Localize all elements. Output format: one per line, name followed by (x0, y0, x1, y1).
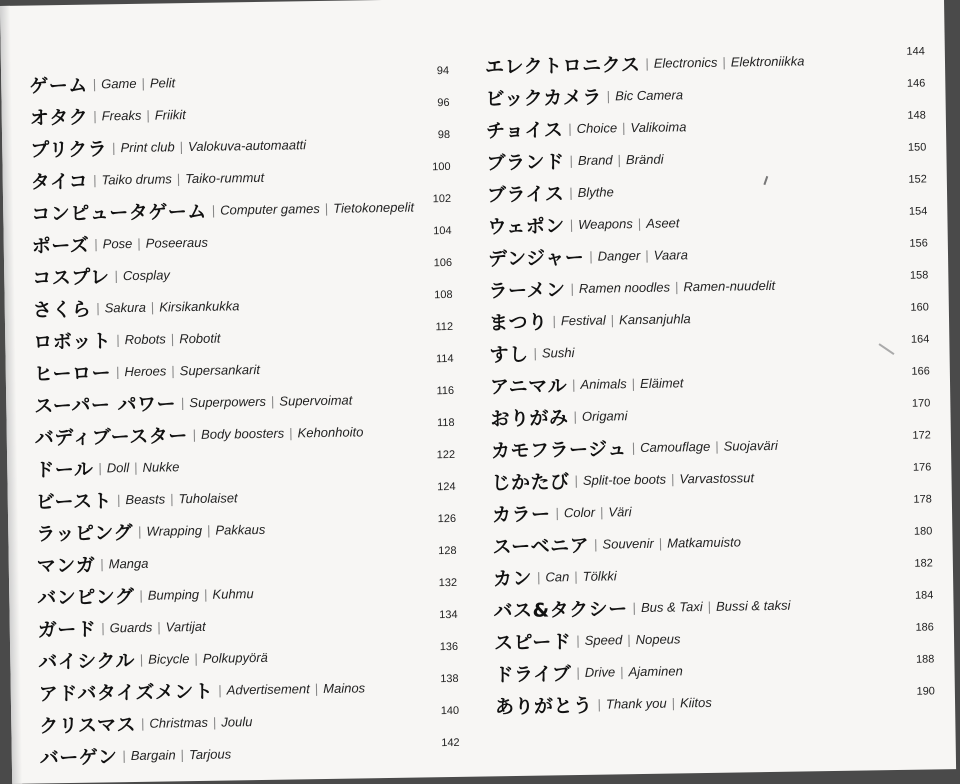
entry-separator: | (206, 522, 211, 538)
entry-finnish-title: Joulu (221, 713, 253, 730)
entry-finnish-title: Tölkki (582, 567, 617, 584)
contents-entry (492, 491, 932, 528)
entry-separator: | (314, 680, 319, 696)
entry-english-title: Bicycle (148, 650, 190, 667)
entry-english-title: Weapons (578, 215, 633, 232)
entry-separator: | (101, 619, 105, 635)
contents-entry (30, 95, 450, 132)
entry-english-title: Danger (597, 247, 641, 264)
entry-finnish-title: Supersankarit (179, 361, 261, 378)
entry-finnish-title: Tuholaiset (178, 489, 238, 506)
entry-finnish-title: Supervoimat (279, 392, 353, 409)
entry-finnish-title: Polkupyörä (202, 649, 268, 666)
entry-english-title: Ramen noodles (578, 279, 671, 296)
entry-separator: | (137, 235, 141, 251)
entry-page-number: 158 (909, 269, 929, 282)
contents-entry (493, 587, 933, 624)
entry-page-number: 108 (434, 288, 453, 302)
entry-page-number: 142 (441, 736, 460, 750)
entry-separator: | (139, 587, 143, 603)
entry-japanese-title: エレクトロニクス (484, 53, 641, 78)
entry-finnish-title: Kehonhoito (297, 423, 364, 440)
entry-english-title: Bic Camera (615, 86, 684, 103)
contents-entry (34, 383, 454, 420)
entry-separator: | (180, 394, 185, 410)
contents-entry (34, 351, 454, 388)
entry-japanese-title: ロボット (33, 329, 112, 354)
entry-separator: | (569, 152, 574, 168)
entry-separator: | (141, 75, 146, 91)
entry-separator: | (218, 682, 222, 698)
entry-separator: | (170, 490, 174, 506)
entry-japanese-title: カン (492, 567, 533, 590)
entry-page-number: 106 (433, 256, 453, 270)
contents-entry (37, 543, 457, 580)
entry-separator: | (555, 504, 560, 520)
contents-entry (486, 139, 926, 176)
entry-finnish-title: Brändi (625, 151, 664, 167)
entry-english-title: Camouflage (640, 438, 711, 455)
entry-separator: | (671, 694, 676, 711)
entry-separator: | (597, 696, 602, 712)
entry-english-title: Doll (106, 459, 130, 475)
entry-separator: | (576, 664, 580, 680)
entry-japanese-title: バイシクル (38, 649, 136, 673)
entry-separator: | (179, 138, 184, 154)
entry-english-title: Split-toe boots (582, 471, 667, 488)
entry-finnish-title: Kirsikankukka (159, 297, 240, 315)
entry-page-number: 156 (909, 237, 928, 250)
entry-japanese-title: ウェポン (487, 214, 565, 238)
entry-japanese-title: クリスマス (39, 713, 137, 737)
entry-page-number: 154 (908, 205, 928, 218)
entry-separator: | (574, 472, 579, 488)
contents-entry (36, 479, 456, 516)
entry-japanese-title: タイコ (30, 170, 89, 194)
entry-english-title: Origami (581, 407, 628, 424)
entry-page-number: 114 (435, 352, 454, 366)
entry-finnish-title: Varvastossut (679, 469, 755, 486)
entry-page-number: 98 (437, 128, 451, 142)
contents-entry (485, 43, 925, 80)
entry-page-number: 112 (435, 320, 454, 334)
entry-english-title: Blythe (577, 183, 614, 200)
entry-separator: | (289, 424, 293, 441)
entry-page-number: 96 (437, 96, 450, 110)
entry-separator: | (96, 299, 100, 316)
entry-separator: | (140, 715, 145, 731)
contents-entry (490, 363, 930, 400)
entry-page-number: 190 (916, 685, 935, 698)
entry-separator: | (171, 362, 175, 378)
entry-separator: | (116, 491, 121, 507)
entry-separator: | (627, 631, 631, 647)
entry-separator: | (116, 331, 120, 347)
entry-separator: | (631, 439, 636, 455)
entry-page-number: 182 (914, 557, 933, 570)
entry-page-number: 170 (911, 397, 931, 410)
entry-separator: | (170, 330, 175, 346)
entry-japanese-title: ドライブ (494, 662, 572, 686)
entry-finnish-title: Väri (608, 503, 632, 520)
entry-finnish-title: Kuhmu (212, 585, 254, 602)
entry-english-title: Color (563, 504, 596, 520)
entry-finnish-title: Pakkaus (215, 521, 266, 538)
entry-english-title: Print club (120, 138, 175, 155)
entry-page-number: 184 (914, 589, 934, 602)
entry-page-number: 186 (915, 621, 934, 634)
entry-english-title: Speed (584, 631, 623, 648)
entry-page-number: 122 (436, 448, 456, 462)
entry-finnish-title: Nopeus (635, 630, 681, 647)
entry-page-number: 140 (440, 704, 460, 718)
entry-english-title: Freaks (101, 107, 142, 123)
entry-japanese-title: オタク (29, 106, 89, 130)
entry-page-number: 146 (906, 77, 926, 90)
entry-separator: | (180, 746, 185, 762)
entry-separator: | (569, 184, 573, 200)
entry-english-title: Guards (109, 619, 153, 635)
entry-english-title: Bargain (130, 746, 176, 763)
page-binding-shadow (0, 6, 22, 784)
entry-separator: | (194, 650, 198, 666)
entry-english-title: Body boosters (200, 425, 285, 442)
entry-page-number: 152 (908, 173, 927, 186)
entry-english-title: Christmas (149, 714, 209, 731)
entry-english-title: Bumping (147, 586, 200, 603)
entry-separator: | (94, 235, 98, 252)
entry-separator: | (92, 76, 97, 92)
entry-separator: | (122, 747, 126, 763)
entry-english-title: Game (101, 75, 137, 91)
contents-entry (488, 235, 928, 272)
entry-separator: | (645, 247, 649, 263)
entry-japanese-title: じかたび (491, 470, 570, 494)
entry-english-title: Cosplay (122, 266, 170, 283)
contents-entry (29, 63, 449, 100)
entry-english-title: Electronics (653, 54, 718, 71)
contents-entry (39, 703, 459, 740)
contents-entry (488, 267, 928, 304)
entry-japanese-title: カラー (491, 502, 551, 526)
entry-separator: | (722, 54, 726, 70)
entry-japanese-title: おりがみ (490, 406, 569, 430)
entry-finnish-title: Ajaminen (628, 662, 683, 679)
entry-finnish-title: Matkamuisto (667, 533, 741, 551)
entry-japanese-title: バス&タクシー (493, 597, 628, 622)
entry-english-title: Manga (108, 555, 149, 571)
entry-english-title: Robots (124, 330, 166, 347)
entry-finnish-title: Suojaväri (723, 437, 778, 454)
contents-entry (32, 223, 452, 260)
entry-separator: | (176, 170, 181, 186)
entry-japanese-title: さくら (32, 298, 92, 322)
entry-separator: | (620, 663, 624, 679)
entry-finnish-title: Vartijat (165, 618, 206, 634)
entry-separator: | (569, 216, 574, 232)
entry-separator: | (715, 438, 719, 454)
entry-japanese-title: ゲーム (29, 74, 88, 98)
entry-english-title: Festival (560, 312, 606, 328)
entry-japanese-title: カモフラージュ (490, 437, 627, 462)
entry-page-number: 188 (915, 653, 935, 666)
entry-english-title: Pose (102, 235, 133, 251)
entry-separator: | (631, 375, 636, 391)
contents-entry (38, 607, 458, 644)
entry-separator: | (645, 55, 649, 71)
entry-english-title: Sakura (104, 299, 146, 315)
entry-japanese-title: ありがとう (494, 694, 593, 718)
entry-finnish-title: Ramen-nuudelit (683, 277, 776, 294)
entry-page-number: 132 (438, 576, 458, 590)
entry-english-title: Animals (580, 375, 627, 392)
entry-english-title: Bus & Taxi (640, 598, 703, 615)
entry-english-title: Brand (577, 151, 613, 168)
entry-separator: | (599, 504, 604, 520)
entry-finnish-title: Friikit (154, 106, 186, 123)
contents-entry (30, 127, 450, 164)
contents-entry (39, 671, 459, 708)
contents-entry (35, 415, 455, 452)
entry-separator: | (576, 632, 580, 648)
entry-separator: | (658, 535, 663, 551)
entry-english-title: Drive (584, 663, 616, 680)
entry-separator: | (270, 393, 275, 409)
entry-separator: | (92, 172, 97, 188)
entry-japanese-title: バンピング (37, 585, 135, 609)
entry-page-number: 176 (912, 461, 932, 474)
entry-japanese-title: ガード (37, 618, 97, 641)
entry-japanese-title: ビースト (35, 489, 113, 513)
contents-entry (487, 203, 927, 240)
entry-finnish-title: Mainos (323, 679, 366, 696)
entry-separator: | (146, 107, 150, 123)
entry-english-title: Superpowers (189, 393, 267, 410)
contents-entry (36, 511, 456, 548)
entry-english-title: Heroes (124, 362, 167, 379)
entry-japanese-title: アドバタイズメント (38, 680, 214, 705)
contents-entry (40, 735, 460, 772)
entry-separator: | (137, 523, 142, 539)
entry-finnish-title: Pelit (149, 74, 176, 91)
entry-page-number: 164 (910, 333, 930, 346)
entry-separator: | (134, 459, 138, 475)
entry-japanese-title: バディブースター (34, 424, 188, 450)
entry-japanese-title: ブライス (486, 182, 565, 206)
contents-entry (486, 107, 926, 144)
entry-separator: | (637, 215, 642, 231)
entry-separator: | (139, 651, 144, 667)
entry-finnish-title: Nukke (142, 458, 180, 475)
contents-column-left (28, 0, 460, 769)
entry-finnish-title: Kiitos (679, 694, 712, 710)
entry-separator: | (621, 119, 626, 135)
entry-separator: | (570, 280, 575, 296)
entry-separator: | (533, 345, 538, 361)
entry-japanese-title: デンジャー (487, 246, 585, 270)
entry-english-title: Advertisement (226, 680, 310, 698)
entry-page-number: 138 (440, 672, 459, 686)
contents-entry (33, 287, 453, 324)
contents-entry (495, 683, 935, 720)
entry-finnish-title: Valikoima (630, 118, 687, 135)
entry-finnish-title: Robotit (179, 330, 221, 346)
entry-page-number: 118 (436, 416, 455, 430)
entry-japanese-title: まつり (488, 310, 548, 334)
contents-entry (490, 395, 930, 432)
entry-finnish-title: Eläimet (639, 374, 684, 391)
entry-separator: | (552, 312, 557, 328)
entry-japanese-title: プリクラ (30, 137, 108, 162)
entry-finnish-title: Tarjous (188, 745, 232, 762)
entry-page-number: 148 (907, 109, 926, 122)
entry-page-number: 124 (437, 480, 456, 494)
entry-japanese-title: スピード (493, 630, 572, 654)
entry-page-number: 134 (439, 608, 458, 622)
contents-entry (31, 159, 451, 196)
entry-english-title: Beasts (125, 490, 166, 507)
entry-page-number: 136 (439, 640, 459, 654)
entry-page-number: 104 (433, 224, 452, 238)
entry-japanese-title: ヒーロー (33, 361, 112, 386)
contents-entry (38, 639, 458, 676)
entry-separator: | (115, 363, 120, 379)
entry-english-title: Souvenir (602, 535, 654, 552)
entry-separator: | (571, 376, 576, 392)
entry-finnish-title: Valokuva-automaatti (187, 136, 307, 154)
entry-separator: | (324, 200, 329, 216)
entry-page-number: 178 (913, 493, 932, 506)
entry-page-number: 144 (906, 45, 925, 58)
entry-page-number: 116 (436, 384, 455, 398)
entry-separator: | (610, 311, 615, 327)
entry-separator: | (568, 120, 572, 136)
entry-separator: | (212, 714, 217, 730)
entry-separator: | (674, 278, 679, 294)
entry-english-title: Computer games (220, 200, 320, 218)
entry-page-number: 160 (910, 301, 929, 314)
entry-separator: | (606, 87, 611, 103)
entry-japanese-title: アニマル (489, 374, 568, 398)
entry-separator: | (211, 202, 216, 218)
entry-separator: | (93, 107, 97, 124)
entry-page-number: 128 (438, 544, 457, 558)
contents-entry (35, 447, 455, 484)
entry-separator: | (632, 599, 637, 615)
entry-separator: | (157, 619, 161, 635)
entry-english-title: Can (545, 568, 570, 585)
entry-finnish-title: Taiko-rummut (185, 169, 265, 186)
contents-entry (494, 651, 934, 688)
contents-entry (493, 555, 933, 592)
entry-english-title: Choice (576, 119, 618, 136)
entry-japanese-title: チョイス (485, 118, 564, 142)
entry-finnish-title: Aseet (646, 214, 680, 231)
entry-separator: | (111, 139, 116, 155)
contents-entry (494, 619, 934, 656)
entry-separator: | (589, 248, 593, 264)
entry-japanese-title: ラーメン (488, 278, 566, 302)
entry-separator: | (574, 568, 578, 584)
entry-finnish-title: Poseeraus (145, 234, 208, 251)
contents-entry (487, 171, 927, 208)
entry-japanese-title: ラッピング (36, 521, 134, 545)
entry-japanese-title: コスプレ (32, 265, 110, 290)
entry-japanese-title: ポーズ (31, 234, 90, 258)
entry-separator: | (150, 299, 155, 315)
entry-japanese-title: スーベニア (492, 534, 590, 558)
entry-page-number: 102 (432, 192, 452, 206)
contents-entry (31, 191, 451, 228)
entry-separator: | (617, 151, 622, 167)
entry-japanese-title: スーパー パワー (34, 392, 177, 418)
entry-japanese-title: バーゲン (39, 745, 118, 769)
contents-entry (489, 299, 929, 336)
contents-entry (32, 255, 452, 292)
contents-entry (492, 523, 932, 560)
contents-entry (491, 427, 931, 464)
entry-page-number: 126 (437, 512, 457, 526)
contents-entry (491, 459, 931, 496)
contents-entry (485, 75, 925, 112)
entry-separator: | (707, 598, 712, 614)
entry-page-number: 150 (907, 141, 927, 154)
entry-page-number: 180 (913, 525, 933, 538)
entry-finnish-title: Elektroniikka (730, 52, 805, 70)
entry-finnish-title: Tietokonepelit (333, 199, 415, 216)
entry-finnish-title: Kansanjuhla (618, 310, 691, 327)
entry-english-title: Sushi (541, 344, 575, 361)
entry-separator: | (192, 426, 197, 442)
entry-finnish-title: Bussi & taksi (715, 597, 791, 614)
entry-english-title: Thank you (605, 695, 667, 712)
contents-entry (37, 575, 457, 612)
entry-separator: | (536, 569, 541, 585)
entry-japanese-title: ブランド (486, 150, 565, 174)
entry-japanese-title: コンピュータゲーム (31, 200, 207, 226)
entry-japanese-title: すし (489, 343, 529, 366)
entry-separator: | (100, 555, 104, 571)
entry-english-title: Wrapping (146, 522, 203, 539)
entry-page-number: 100 (432, 160, 451, 174)
entry-separator: | (114, 267, 119, 283)
entry-japanese-title: ドール (35, 458, 94, 482)
entry-page-number: 94 (436, 64, 450, 78)
entry-separator: | (98, 459, 102, 476)
contents-entry (33, 319, 453, 356)
entry-page-number: 172 (912, 429, 931, 442)
entry-english-title: Taiko drums (101, 170, 172, 187)
contents-entry (489, 331, 929, 368)
entry-separator: | (203, 586, 208, 602)
entry-separator: | (593, 536, 598, 552)
entry-japanese-title: マンガ (36, 554, 96, 577)
entry-separator: | (573, 408, 578, 424)
entry-separator: | (670, 470, 675, 487)
entry-page-number: 166 (911, 365, 930, 378)
entry-finnish-title: Vaara (653, 246, 689, 263)
entry-japanese-title: ビックカメラ (485, 86, 602, 110)
